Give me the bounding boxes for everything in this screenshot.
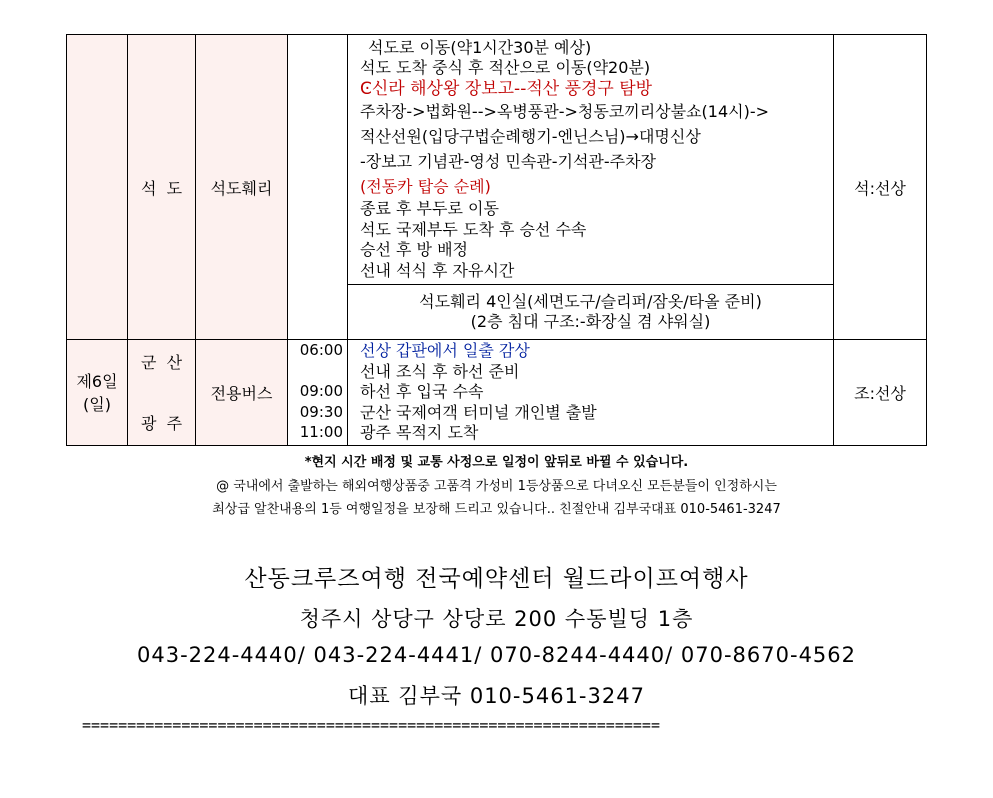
promo-line: @ 국내에서 출발하는 해외여행상품중 고품격 가성비 1등상품으로 다녀오신 모든분들이 인정하시는 [216, 479, 777, 494]
transport-cell: 전용버스 [196, 340, 288, 446]
schedule-line: 석도 도착 중식 후 적산으로 이동(약20분) [360, 58, 651, 78]
schedule-line: 광주 목적지 도착 [360, 423, 479, 442]
company-name: 산동크루즈여행 전국예약센터 월드라이프여행사 [244, 566, 749, 592]
schedule-line: 하선 후 입국 수속 [360, 382, 484, 401]
day-cell-empty [67, 35, 128, 340]
place-bottom: 광 주 [140, 414, 183, 434]
hotel-line: (2층 침대 구조:-화장실 겸 샤워실) [470, 312, 711, 331]
schedule-line: 종료 후 부두로 이동 [360, 199, 499, 219]
schedule-cell [348, 340, 834, 446]
time-value: 09:30 [299, 402, 343, 421]
schedule-line: 군산 국제여객 터미널 개인별 출발 [360, 402, 597, 422]
transport-cell: 석도훼리 [196, 35, 288, 340]
meal-cell: 석:선상 [834, 35, 927, 340]
time-value: 11:00 [299, 423, 343, 441]
schedule-line: 선내 조식 후 하선 준비 [360, 361, 520, 381]
hotel-cell [348, 285, 834, 340]
meal-cell: 조:선상 [834, 340, 927, 446]
schedule-line: 선내 석식 후 자유시간 [360, 260, 515, 280]
schedule-line-highlight: Ͼ신라 해상왕 장보고--적산 풍경구 탐방 [360, 78, 653, 99]
time-value: 09:00 [299, 382, 343, 400]
place-cell [128, 340, 196, 446]
company-phones: 043-224-4440/ 043-224-4441/ 070-8244-4440/ 070-8670-4562 [136, 643, 857, 667]
schedule-cell [348, 35, 834, 285]
day-label: 제6일 [76, 372, 118, 392]
time-cell [288, 340, 348, 446]
divider-rule: ================================================================ [82, 716, 660, 734]
schedule-line: 주차장->법화원-->옥병풍관->청동코끼리상불쇼(14시)-> [360, 102, 770, 122]
company-address: 청주시 상당구 상당로 200 수동빌딩 1층 [299, 607, 694, 631]
schedule-line: -장보고 기념관-영성 민속관-기석관-주차장 [360, 152, 657, 172]
schedule-line: 승선 후 방 배정 [360, 240, 468, 260]
hotel-line: 석도훼리 4인실(세면도구/슬리퍼/잠옷/타올 준비) [419, 292, 762, 311]
notice-text: *현지 시간 배정 및 교통 사정으로 일정이 앞뒤로 바뀔 수 있습니다. [304, 455, 689, 470]
day-cell [67, 340, 128, 446]
promo-line: 최상급 알찬내용의 1등 여행일정을 보장해 드리고 있습니다.. 친절안내 김부국대표 010-5461-3247 [212, 502, 781, 517]
schedule-line-highlight: 선상 갑판에서 일출 감상 [360, 341, 530, 360]
itinerary-table [66, 34, 927, 446]
schedule-line: 적산선원(입당구법순례행기-엔닌스님)→대명신상 [360, 127, 701, 147]
schedule-line: 석도로 이동(약1시간30분 예상) [368, 37, 592, 57]
ceo-contact: 대표 김부국 010-5461-3247 [348, 684, 645, 708]
schedule-line: 석도 국제부두 도착 후 승선 수속 [360, 219, 587, 239]
time-value [288, 361, 343, 382]
place-cell: 석 도 [128, 35, 196, 340]
time-cell-empty [288, 35, 348, 340]
time-value: 06:00 [299, 341, 343, 359]
place-top: 군 산 [140, 353, 183, 373]
weekday-label: (일) [83, 395, 111, 415]
schedule-line-highlight: (전동카 탑승 순례) [360, 177, 491, 197]
